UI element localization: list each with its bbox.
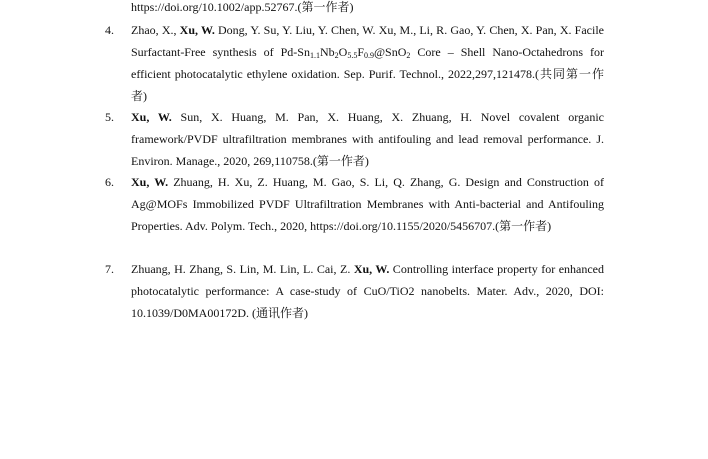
citation-text: Dong, Y. Su, Y. Liu, Y. Chen, W. Xu, M., Li, R. Gao, Y. Chen, X. Pan, X. Facile Surfactant-Free synthesis of Pd-Sn — [131, 23, 604, 59]
reference-number: 4. — [105, 23, 114, 37]
citation-text: Core – Shell Nano-Octahedrons for efficient photocatalytic ethylene oxidation. Sep. Purif. Technol., 2022,297,121478.(共同第一作者) — [131, 45, 604, 103]
reference-number: 7. — [105, 262, 114, 276]
bold-author: Xu, W. — [179, 23, 215, 37]
bold-author: Xu, W. — [353, 262, 390, 276]
reference-text — [131, 19, 604, 107]
bold-author: Xu, W. — [131, 175, 169, 189]
reference-text — [131, 171, 604, 237]
formula-part: Nb — [319, 45, 335, 59]
formula-part: @SnO — [374, 45, 407, 59]
reference-number: 5. — [105, 110, 114, 124]
formula-part: O — [338, 45, 348, 59]
reference-text — [131, 258, 604, 324]
reference-number: 6. — [105, 175, 114, 189]
subscript: 5.5 — [347, 51, 358, 60]
subscript: 2 — [406, 51, 411, 60]
formula-part: F — [357, 45, 364, 59]
citation-text: Controlling interface property for enhanced photocatalytic performance: A case-study of CuO/TiO2 nanobelts. Mater. Adv., 2020, DOI: 10.1039/D0MA00172D. (通讯作者) — [131, 262, 604, 320]
reference-text — [131, 106, 604, 172]
authors-before: Zhuang, H. Zhang, S. Lin, M. Lin, L. Cai, Z. — [131, 262, 354, 276]
authors-before: Zhao, X., — [131, 23, 180, 37]
doi-line: https://doi.org/10.1002/app.52767.(第一作者) — [131, 0, 354, 14]
subscript: 1.1 — [309, 51, 320, 60]
subscript: 2 — [334, 51, 339, 60]
citation-text: Sun, X. Huang, M. Pan, X. Huang, X. Zhuang, H. Novel covalent organic framework/PVDF ultrafiltration membranes with antifouling and lead removal performance. J. Environ. Manage., 2020, 269,110758.(第一作者) — [131, 110, 604, 168]
bold-author: Xu, W. — [131, 110, 172, 124]
citation-text: Zhuang, H. Xu, Z. Huang, M. Gao, S. Li, Q. Zhang, G. Design and Construction of Ag@MOFs Immobilized PVDF Ultrafiltration Membranes with Anti-bacterial and Antifouling Properties. Adv. Polym. Tech., 2020, https://doi.org/10.1155/2020/5456707.(第一作者) — [131, 175, 604, 233]
subscript: 0.9 — [364, 51, 374, 60]
